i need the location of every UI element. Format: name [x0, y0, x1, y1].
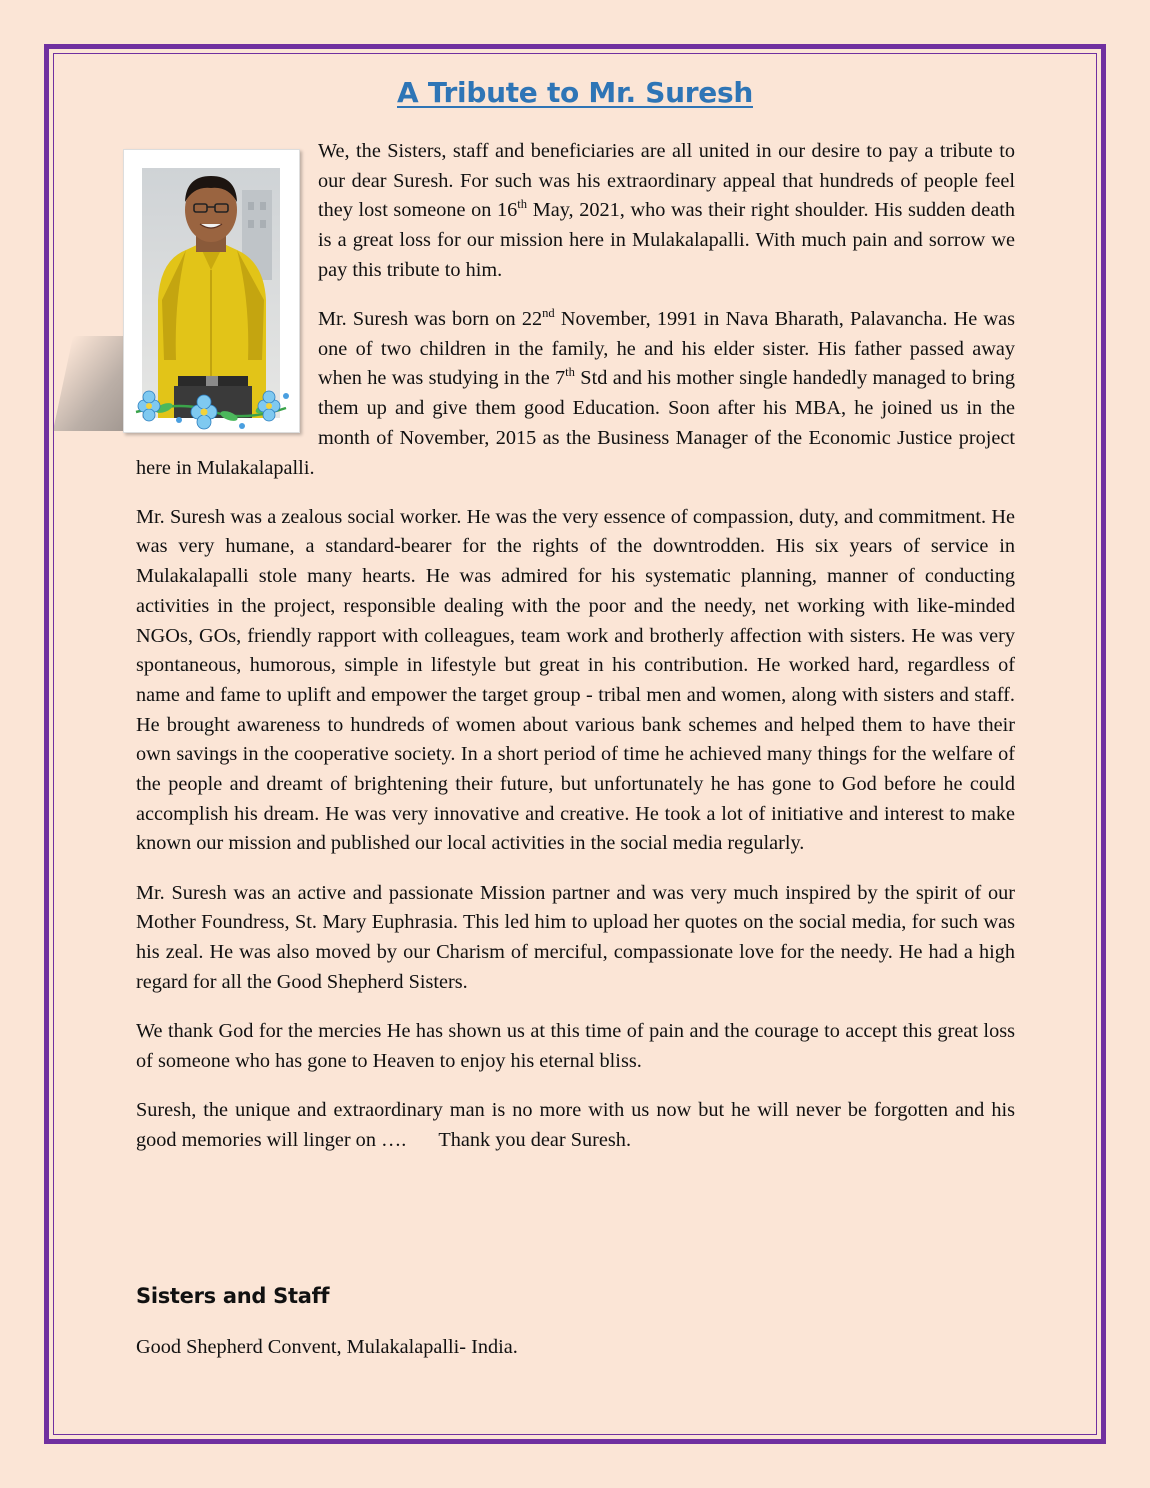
- portrait-photo-frame: [123, 140, 306, 442]
- paragraph-6: Suresh, the unique and extraordinary man is no more with us now but he will never be forgotten and his good memories will linger on …. Thank you dear Suresh.: [136, 1098, 1015, 1151]
- paragraph-3: Mr. Suresh was a zealous social worker. He was the very essence of compassion, duty, and commitment. He was very humane, a standard-bearer for the rights of the downtrodden. His six years of service in Mulakalapalli stole many hearts. He was admired for his systematic planning, manner of conducting activities in the project, responsible dealing with the poor and the needy, net working with like-minded NGOs, GOs, friendly rapport with colleagues, team work and brotherly affection with sisters. He was very spontaneous, humorous, simple in lifestyle but great in his contribution. He worked hard, regardless of name and fame to uplift and empower the target group - tribal men and women, along with sisters and staff. He brought awareness to hundreds of women about various bank schemes and helped them to have their own savings in the cooperative society. In a short period of time he achieved many things for the welfare of the people and dreamt of brightening their future, but unfortunately he has gone to God before he could accomplish his dream. He was very innovative and creative. He took a lot of initiative and interest to make known our mission and published our local activities in the social media regularly.: [136, 505, 1015, 855]
- paragraph-5: We thank God for the mercies He has shown us at this time of pain and the courage to accept this great loss of someone who has gone to Heaven to enjoy his eternal bliss.: [136, 1019, 1015, 1072]
- signature-heading: Sisters and Staff: [136, 1284, 330, 1308]
- portrait-illustration: [124, 150, 299, 432]
- paragraph-1: We, the Sisters, staff and beneficiaries are all united in our desire to pay a tribute to our dear Suresh. For such was his extraordinary appeal that hundreds of people feel they lost someone on 16th May, 2021, who was their right shoulder. His sudden death is a great loss for our mission here in Mulakalapalli. With much pain and sorrow we pay this tribute to him.: [318, 140, 1015, 281]
- paragraph-4: Mr. Suresh was an active and passionate Mission partner and was very much inspired by the spirit of our Mother Foundress, St. Mary Euphrasia. This led him to upload her quotes on the social media, for such was his zeal. He was also moved by our Charism of merciful, compassionate love for the needy. He had a high regard for all the Good Shepherd Sisters.: [136, 881, 1015, 993]
- portrait-photo: [123, 149, 300, 433]
- letter-body: [136, 137, 1015, 1175]
- signature-organization: Good Shepherd Convent, Mulakalapalli- India.: [136, 1336, 518, 1358]
- paragraph-2: Mr. Suresh was born on 22nd November, 1991 in Nava Bharath, Palavancha. He was one of two children in the family, he and his elder sister. His father passed away when he was studying in the 7th Std and his mother single handedly managed to bring them up and give them good Education. Soon after his MBA, he joined us in the month of November, 2015 as the Business Manager of the Economic Justice project here in Mulakalapalli.: [136, 306, 1015, 479]
- page-title: A Tribute to Mr. Suresh: [397, 76, 753, 109]
